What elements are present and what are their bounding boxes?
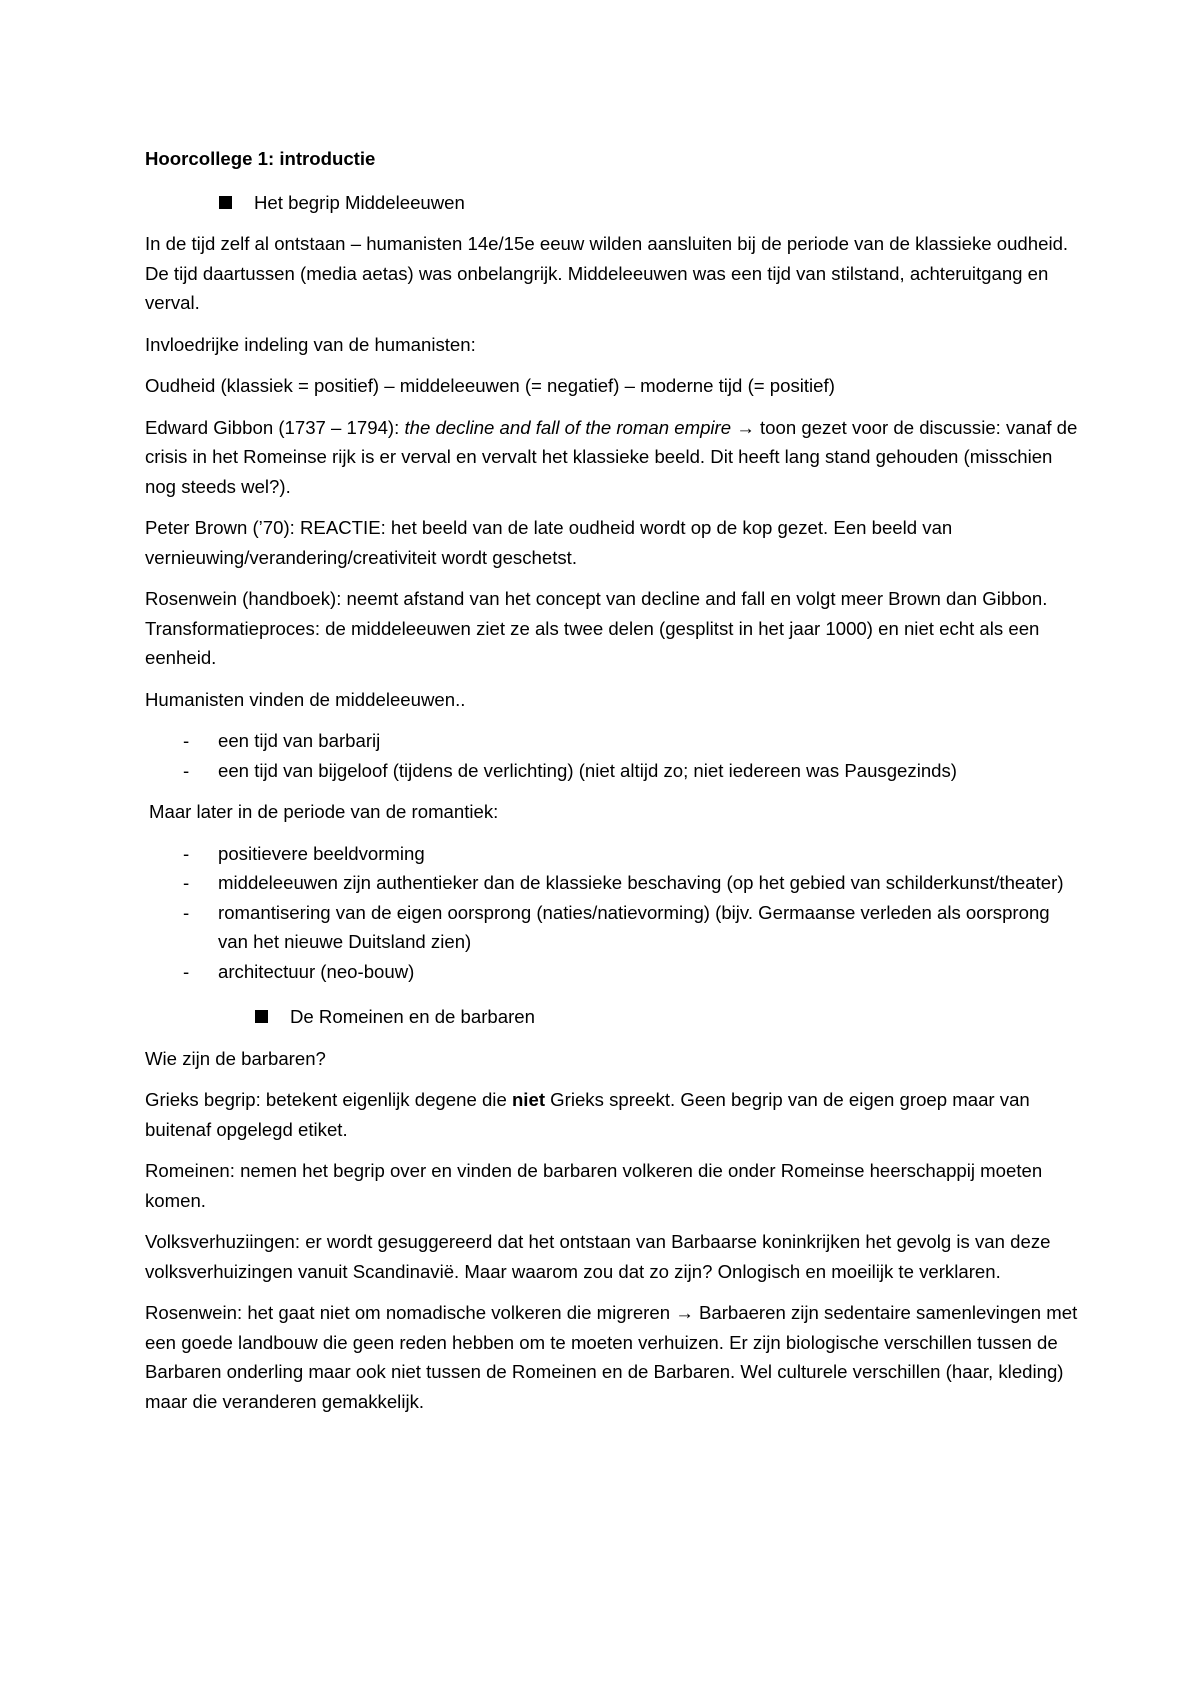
paragraph: Maar later in de periode van de romantiek: <box>149 801 499 822</box>
dash-list-humanists <box>145 726 1080 785</box>
dash-bullet: - <box>183 901 190 923</box>
paragraph: Invloedrijke indeling van de humanisten: <box>145 333 476 355</box>
dash-bullet: - <box>183 872 190 893</box>
paragraph: In de tijd zelf al ontstaan – humanisten 14e/15e eeuw wilden aansluiten bij de periode van de klassieke oudheid. De tijd daartussen (media aetas) was onbelangrijk. Middeleeuwen was een tijd van stilstand, achteruitgang en verval. <box>145 233 1069 313</box>
square-bullet-icon <box>255 1010 268 1023</box>
arrow-right-icon: → <box>675 1302 694 1323</box>
paragraph: Volksverhuziingen: er wordt gesuggereerd dat het ontstaan van Barbaarse koninkrijken het gevolg is van deze volksverhuizingen vanuit Scandinavië. Maar waarom zou dat zo zijn? Onlogisch en moeilijk te verklaren. <box>145 1231 1051 1282</box>
paragraph-gibbon <box>145 413 1080 502</box>
list-item: - architectuur (neo-bouw) <box>145 957 1080 987</box>
list-item: - een tijd van bijgeloof (tijdens de verlichting) (niet altijd zo; niet iedereen was Pausgezinds) <box>145 756 1080 786</box>
section-heading-label: Het begrip Middeleeuwen <box>254 191 465 213</box>
list-item: - middeleeuwen zijn authentieker dan de klassieke beschaving (op het gebied van schilderkunst/theater) <box>145 868 1080 898</box>
paragraph-grieks: Grieks begrip: betekent eigenlijk degene die niet Grieks spreekt. Geen begrip van de eigen groep maar van buitenaf opgelegd etiket. <box>145 1089 1030 1140</box>
paragraph: Humanisten vinden de middeleeuwen.. <box>145 688 466 710</box>
section-heading-label: De Romeinen en de barbaren <box>290 1006 535 1027</box>
section-heading-romeinen <box>145 1002 1080 1032</box>
gibbon-lead: Edward Gibbon (1737 – 1794): <box>145 416 405 438</box>
dash-bullet: - <box>183 759 190 781</box>
emphasis-niet: niet <box>511 1089 546 1110</box>
gibbon-rest: toon gezet voor de discussie: vanaf de crisis in het Romeinse rijk is er verval en vervalt het klassieke beeld. Dit heeft lang stand gehouden (misschien nog steeds wel?). <box>145 416 1078 497</box>
paragraph: Romeinen: nemen het begrip over en vinden de barbaren volkeren die onder Romeinse heerschappij moeten komen. <box>145 1160 1043 1211</box>
list-item: - positievere beeldvorming <box>145 839 1080 869</box>
list-item: - een tijd van barbarij <box>145 726 1080 756</box>
section-heading-middeleeuwen <box>145 188 1080 218</box>
document-body <box>145 144 1080 1428</box>
paragraph-rosenwein: Rosenwein: het gaat niet om nomadische volkeren die migreren → Barbaeren zijn sedentaire samenlevingen met een goede landbouw die geen reden hebben om te moeten verhuizen. Er zijn biologische verschillen tussen de Barbaren onderling maar ook niet tussen de Romeinen en de Barbaren. Wel culturele verschillen (haar, kleding) maar die veranderen gemakkelijk. <box>145 1302 1078 1412</box>
paragraph: Wie zijn de barbaren? <box>145 1047 326 1069</box>
paragraph: Oudheid (klassiek = positief) – middeleeuwen (= negatief) – moderne tijd (= positief) <box>145 375 835 396</box>
paragraph: Peter Brown (’70): REACTIE: het beeld van de late oudheid wordt op de kop gezet. Een beeld van vernieuwing/verandering/creativiteit wordt geschetst. <box>145 517 953 568</box>
dash-bullet: - <box>183 842 190 864</box>
paragraph: Rosenwein (handboek): neemt afstand van het concept van decline and fall en volgt meer Brown dan Gibbon. Transformatieproces: de middeleeuwen ziet ze als twee delen (gesplitst in het jaar 1000) en niet echt als een eenheid. <box>145 588 1048 668</box>
dash-bullet: - <box>183 730 190 751</box>
square-bullet-icon <box>219 196 232 209</box>
dash-list-romantiek <box>145 839 1080 987</box>
document-title: Hoorcollege 1: introductie <box>145 148 376 169</box>
dash-bullet: - <box>183 960 190 982</box>
arrow-right-icon: → <box>736 416 755 438</box>
list-item: - romantisering van de eigen oorsprong (naties/natievorming) (bijv. Germaanse verleden als oorsprong van het nieuwe Duitsland zien) <box>145 898 1080 957</box>
gibbon-book-title: the decline and fall of the roman empire <box>404 416 732 438</box>
